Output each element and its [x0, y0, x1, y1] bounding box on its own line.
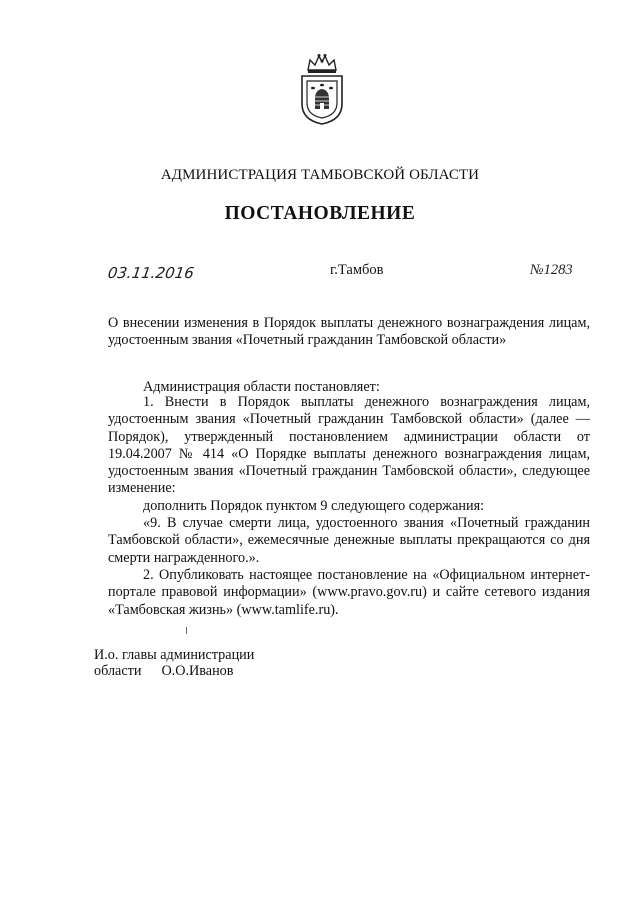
document-type-title: ПОСТАНОВЛЕНИЕ — [224, 203, 416, 224]
paragraph-amendment-text: «9. В случае смерти лица, удостоенного звания «Почетный гражданин Тамбовской области», ежемесячные денежные выплаты прекращаются со дня смерти награжденного.». — [108, 515, 590, 566]
document-number: №1283 — [530, 262, 573, 278]
document-date: 03.11.2016 — [106, 264, 196, 282]
signer-name: О.О.Иванов — [161, 663, 234, 679]
coat-of-arms-emblem — [300, 52, 344, 126]
scan-mark — [186, 627, 187, 634]
paragraph-amendment-intro: дополнить Порядок пунктом 9 следующего содержания: — [143, 498, 485, 514]
signer-region: области — [94, 663, 142, 679]
preamble: Администрация области постановляет: — [143, 379, 380, 395]
signature-block — [94, 647, 254, 679]
paragraph-2: 2. Опубликовать настоящее постановление на «Официальном интернет-портале правовой информации» (www.pravo.gov.ru) и сайте сетевого издания «Тамбовская жизнь» (www.tamlife.ru). — [108, 567, 590, 618]
document-city: г.Тамбов — [330, 262, 384, 278]
paragraph-1: 1. Внести в Порядок выплаты денежного вознаграждения лицам, удостоенным звания «Почетный гражданин Тамбовской области» (далее — Порядок), утвержденный постановлением администрации области от 19.04.2007 № 414 «О Порядке выплаты денежного вознаграждения лицам, удостоенным звания «Почетный гражданин Тамбовской области», следующее изменение: — [108, 394, 590, 497]
signer-position: И.о. главы администрации — [94, 647, 255, 663]
document-subject: О внесении изменения в Порядок выплаты денежного вознаграждения лицам, удостоенным звания «Почетный гражданин Тамбовской области» — [108, 315, 590, 349]
signer-position-line2 — [94, 663, 254, 679]
organization-name: АДМИНИСТРАЦИЯ ТАМБОВСКОЙ ОБЛАСТИ — [160, 167, 480, 183]
